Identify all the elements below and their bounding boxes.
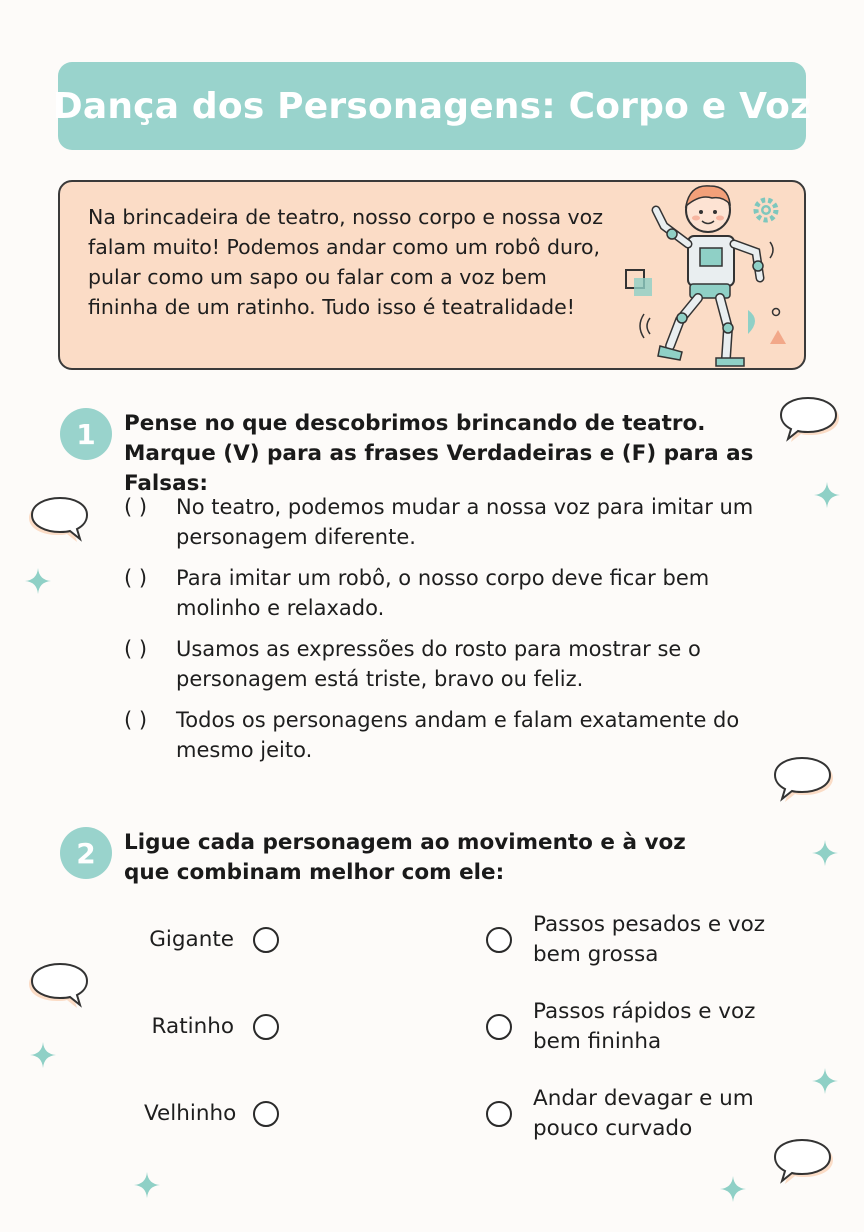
character-ratinho: Ratinho: [151, 1014, 234, 1039]
question-1-number: 1: [60, 408, 112, 460]
match-dot-left-3[interactable]: [253, 1101, 279, 1127]
statement-text: No teatro, podemos mudar a nossa voz para imitar um personagem diferente.: [176, 495, 754, 549]
match-dot-left-1[interactable]: [253, 927, 279, 953]
statement-text: Todos os personagens andam e falam exatamente do mesmo jeito.: [176, 708, 740, 762]
page-title: Dança dos Personagens: Corpo e Voz: [52, 85, 812, 127]
robot-illustration: [620, 182, 850, 372]
answer-blank[interactable]: ( ): [124, 495, 148, 519]
intro-text: Na brincadeira de teatro, nosso corpo e nossa voz falam muito! Podemos andar como um robô duro, pular como um sapo ou falar com a voz bem fininha de um ratinho. Tudo isso é teatralidade!: [88, 205, 603, 319]
sparkle-icon: [812, 840, 838, 866]
statement-3: [124, 634, 784, 694]
sparkle-icon: [814, 482, 840, 508]
speech-bubble-icon: [28, 958, 92, 1010]
intro-box: [58, 180, 806, 370]
question-1-prompt: Pense no que descobrimos brincando de teatro. Marque (V) para as frases Verdadeiras e (F) para as Falsas:: [124, 411, 754, 496]
speech-bubble-icon: [772, 752, 836, 804]
statement-4: [124, 705, 784, 765]
sparkle-icon: [30, 1042, 56, 1068]
character-gigante: Gigante: [149, 927, 234, 952]
match-dot-right-1[interactable]: [486, 927, 512, 953]
statement-text: Para imitar um robô, o nosso corpo deve ficar bem molinho e relaxado.: [176, 566, 710, 620]
speech-bubble-icon: [28, 492, 92, 544]
match-dot-right-2[interactable]: [486, 1014, 512, 1040]
answer-blank[interactable]: ( ): [124, 708, 148, 732]
statement-2: [124, 563, 784, 623]
speech-bubble-icon: [778, 392, 842, 444]
description-2: Passos rápidos e voz bem fininha: [533, 999, 756, 1054]
sparkle-icon: [134, 1172, 160, 1198]
question-2-number: 2: [60, 827, 112, 879]
description-3: Andar devagar e um pouco curvado: [533, 1086, 754, 1141]
title-banner: [52, 62, 812, 150]
description-1: Passos pesados e voz bem grossa: [533, 912, 766, 967]
gear-icon: [756, 200, 776, 220]
match-dot-left-2[interactable]: [253, 1014, 279, 1040]
speech-bubble-icon: [772, 1134, 836, 1186]
character-velhinho: Velhinho: [144, 1101, 237, 1126]
sparkle-icon: [25, 568, 51, 594]
statement-text: Usamos as expressões do rosto para mostrar se o personagem está triste, bravo ou feliz.: [176, 637, 701, 691]
answer-blank[interactable]: ( ): [124, 566, 148, 590]
answer-blank[interactable]: ( ): [124, 637, 148, 661]
match-dot-right-3[interactable]: [486, 1101, 512, 1127]
sparkle-icon: [812, 1068, 838, 1094]
statement-1: [124, 492, 784, 552]
question-2-prompt: Ligue cada personagem ao movimento e à voz que combinam melhor com ele:: [124, 830, 686, 885]
sparkle-icon: [720, 1176, 746, 1202]
